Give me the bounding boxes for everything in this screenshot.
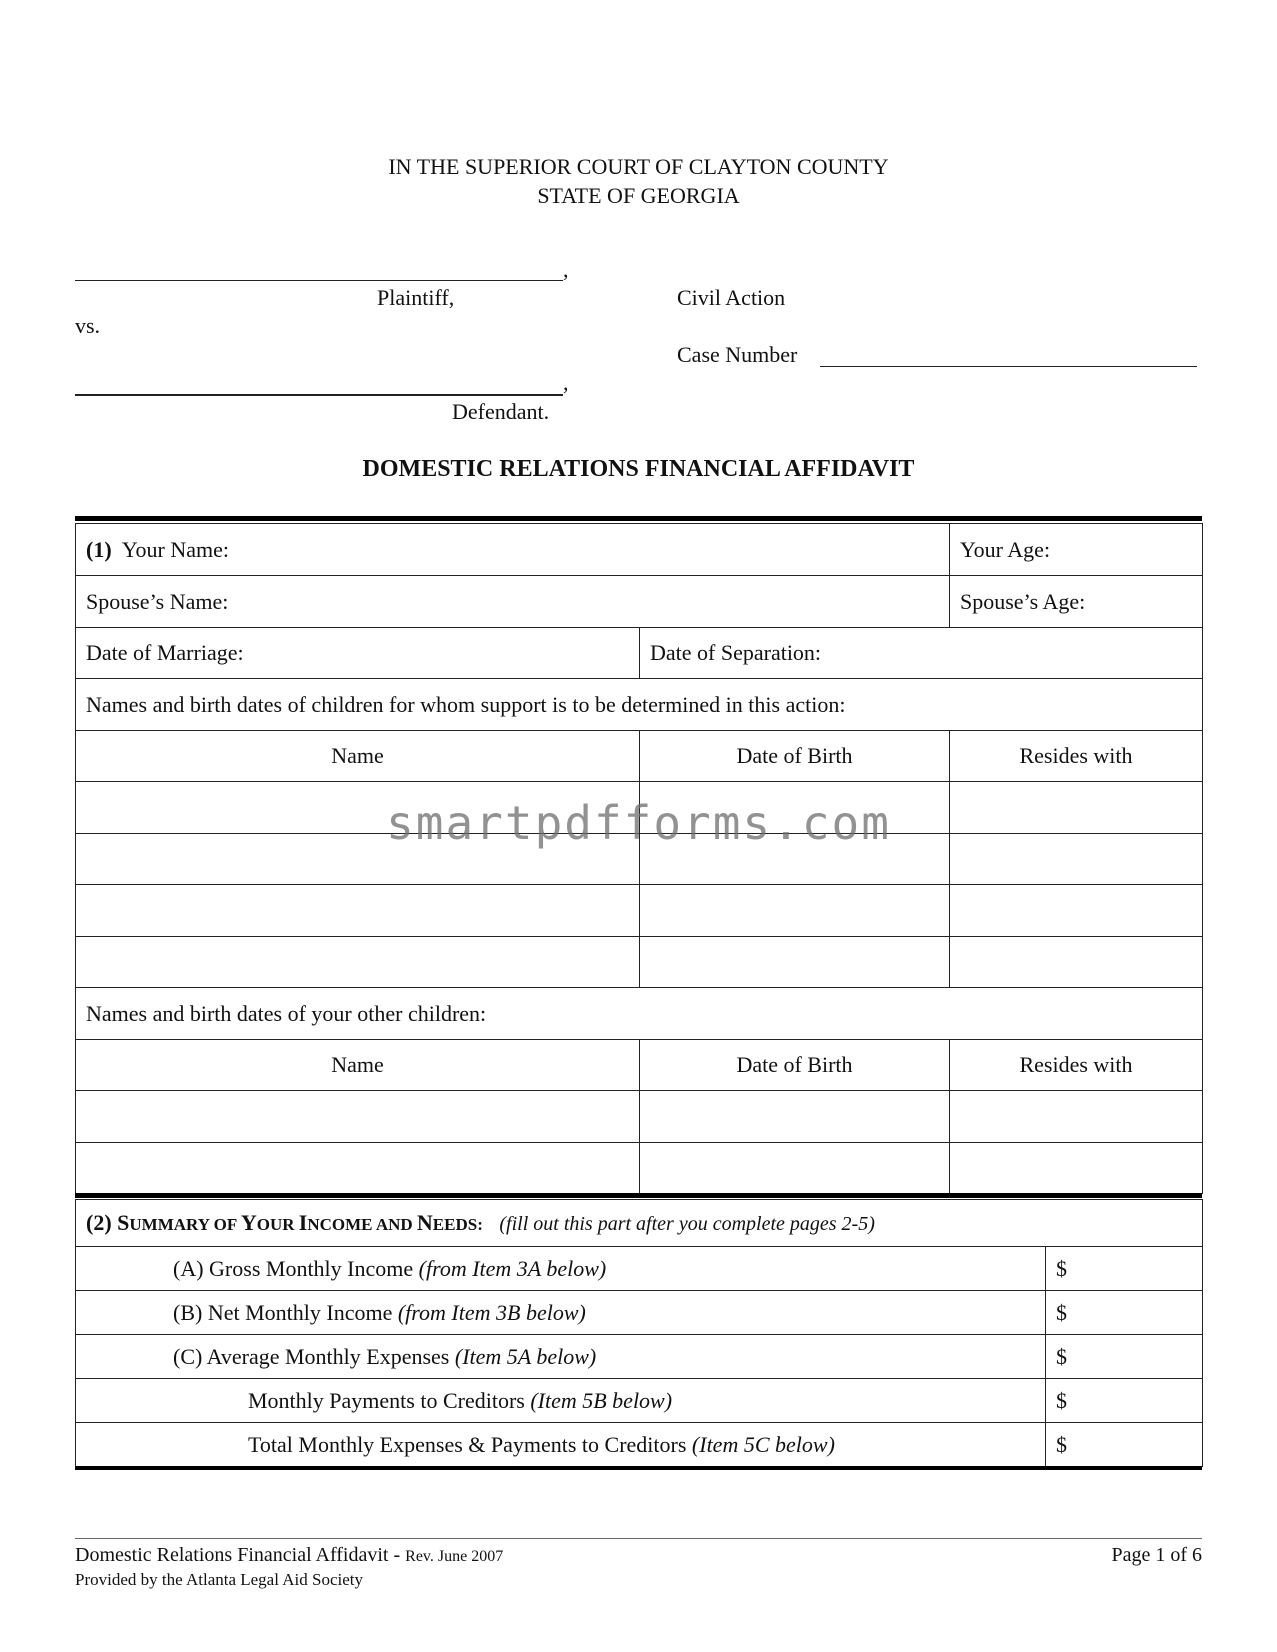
spouse-age-label: Spouse’s Age: [960, 588, 1086, 614]
summary-note: (from Item 3A below) [418, 1255, 607, 1281]
summary-label: (B) Net Monthly Income [173, 1299, 393, 1325]
children-header-row [76, 731, 1203, 782]
child-dob-cell[interactable] [640, 937, 950, 988]
footer-form-title: Domestic Relations Financial Affidavit - [75, 1544, 406, 1566]
watermark: smartpdfforms.com [386, 796, 891, 850]
form-title: DOMESTIC RELATIONS FINANCIAL AFFIDAVIT [362, 456, 915, 482]
section2-heading [76, 1200, 1203, 1247]
heading-part: EEDS: [432, 1215, 483, 1234]
col-name-header: Name [76, 731, 640, 782]
case-number-label: Case Number [677, 342, 798, 367]
footer-revision: Rev. June 2007 [405, 1548, 504, 1565]
child-dob-cell[interactable] [640, 885, 950, 937]
summary-note: (Item 5A below) [454, 1343, 597, 1369]
summary-label: (C) Average Monthly Expenses [173, 1343, 450, 1369]
your-age-field[interactable] [950, 524, 1203, 576]
date-of-marriage-label: Date of Marriage: [86, 640, 244, 665]
dates-row [76, 628, 1203, 679]
footer-provider: Provided by the Atlanta Legal Aid Society [75, 1570, 364, 1589]
top-rule [75, 516, 1202, 521]
defendant-comma: , [563, 370, 569, 395]
court-name: IN THE SUPERIOR COURT OF CLAYTON COUNTY [388, 154, 889, 179]
heading-part: NCOME AND [307, 1215, 417, 1234]
col-resides-header: Resides with [950, 731, 1203, 782]
other-col-dob-header: Date of Birth [640, 1040, 950, 1091]
other-children-row [76, 988, 1203, 1040]
summary-row-gross [76, 1247, 1203, 1291]
spouse-name-row [76, 576, 1203, 628]
footer-rule [75, 1538, 1202, 1539]
your-name-label: Your Name: [121, 536, 229, 562]
defendant-label: Defendant. [452, 399, 550, 424]
creditors-amount[interactable] [1046, 1379, 1203, 1423]
currency-symbol: $ [1056, 1343, 1067, 1369]
heading-part: N [416, 1210, 433, 1235]
date-of-separation-field[interactable] [640, 628, 1203, 679]
currency-symbol: $ [1056, 1431, 1067, 1457]
net-income-amount[interactable] [1046, 1291, 1203, 1335]
table-row [76, 885, 1203, 937]
bottom-rule [75, 1466, 1202, 1470]
children-support-row [76, 679, 1203, 731]
summary-note: (Item 5B below) [530, 1387, 673, 1413]
defendant-name-line[interactable] [75, 376, 563, 396]
summary-note: (Item 5C below) [691, 1431, 835, 1457]
plaintiff-label: Plaintiff, [377, 285, 455, 310]
currency-symbol: $ [1056, 1255, 1067, 1281]
currency-symbol: $ [1056, 1387, 1067, 1413]
table-row [76, 1091, 1203, 1143]
summary-note: (from Item 3B below) [397, 1299, 586, 1325]
summary-row-net [76, 1291, 1203, 1335]
summary-row-expenses [76, 1335, 1203, 1379]
gross-income-amount[interactable] [1046, 1247, 1203, 1291]
date-of-marriage-field[interactable] [76, 628, 640, 679]
table-row [76, 1143, 1203, 1194]
summary-label-cell [76, 1379, 1046, 1423]
court-state: STATE OF GEORGIA [537, 183, 740, 208]
section2-table [75, 1199, 1203, 1467]
other-children-header-row [76, 1040, 1203, 1091]
section-divider [75, 1193, 1202, 1198]
table-row [76, 937, 1203, 988]
your-age-label: Your Age: [960, 536, 1051, 562]
other-col-name-header: Name [76, 1040, 640, 1091]
summary-label-cell [76, 1423, 1046, 1467]
summary-label: (A) Gross Monthly Income [173, 1255, 414, 1281]
section1-number: (1) [86, 536, 112, 562]
summary-label-cell [76, 1247, 1046, 1291]
children-support-label: Names and birth dates of children for whom support is to be determined in this action: [76, 679, 1203, 731]
summary-label: Monthly Payments to Creditors [248, 1387, 525, 1413]
summary-label: Total Monthly Expenses & Payments to Creditors [248, 1431, 687, 1457]
section2-instruction: (fill out this part after you complete pages 2-5) [499, 1213, 875, 1235]
spouse-name-label: Spouse’s Name: [86, 588, 229, 614]
child-resides-cell[interactable] [950, 885, 1203, 937]
vs-label: vs. [75, 313, 101, 338]
expenses-amount[interactable] [1046, 1335, 1203, 1379]
your-name-field[interactable] [76, 524, 950, 576]
heading-part: OUR [256, 1215, 299, 1234]
spouse-name-field[interactable] [76, 576, 950, 628]
other-child-name-cell[interactable] [76, 1143, 640, 1194]
heading-part: I [298, 1210, 308, 1235]
summary-row-creditors [76, 1379, 1203, 1423]
child-name-cell[interactable] [76, 885, 640, 937]
civil-action-label: Civil Action [677, 285, 786, 310]
other-child-dob-cell[interactable] [640, 1091, 950, 1143]
other-child-dob-cell[interactable] [640, 1143, 950, 1194]
summary-row-total [76, 1423, 1203, 1467]
spouse-age-field[interactable] [950, 576, 1203, 628]
heading-part: Y [240, 1210, 257, 1235]
summary-label-cell [76, 1291, 1046, 1335]
other-child-resides-cell[interactable] [950, 1091, 1203, 1143]
plaintiff-name-line[interactable] [75, 262, 563, 281]
col-dob-header: Date of Birth [640, 731, 950, 782]
plaintiff-comma: , [563, 257, 569, 282]
date-of-separation-label: Date of Separation: [650, 640, 822, 665]
section2-heading-row [76, 1200, 1203, 1247]
other-col-resides-header: Resides with [950, 1040, 1203, 1091]
case-number-line[interactable] [820, 348, 1197, 367]
total-amount[interactable] [1046, 1423, 1203, 1467]
child-resides-cell[interactable] [950, 937, 1203, 988]
other-child-name-cell[interactable] [76, 1091, 640, 1143]
other-children-label: Names and birth dates of your other children: [76, 988, 1203, 1040]
heading-part: UMMARY OF [129, 1215, 241, 1234]
page-number: Page 1 of 6 [1111, 1544, 1202, 1566]
section2-number: (2) [86, 1210, 112, 1235]
section1-table [75, 523, 1203, 1194]
child-name-cell[interactable] [76, 937, 640, 988]
heading-part: S [117, 1210, 130, 1235]
other-child-resides-cell[interactable] [950, 1143, 1203, 1194]
summary-label-cell [76, 1335, 1046, 1379]
your-name-row [76, 524, 1203, 576]
footer-form-name [75, 1544, 503, 1567]
currency-symbol: $ [1056, 1299, 1067, 1325]
